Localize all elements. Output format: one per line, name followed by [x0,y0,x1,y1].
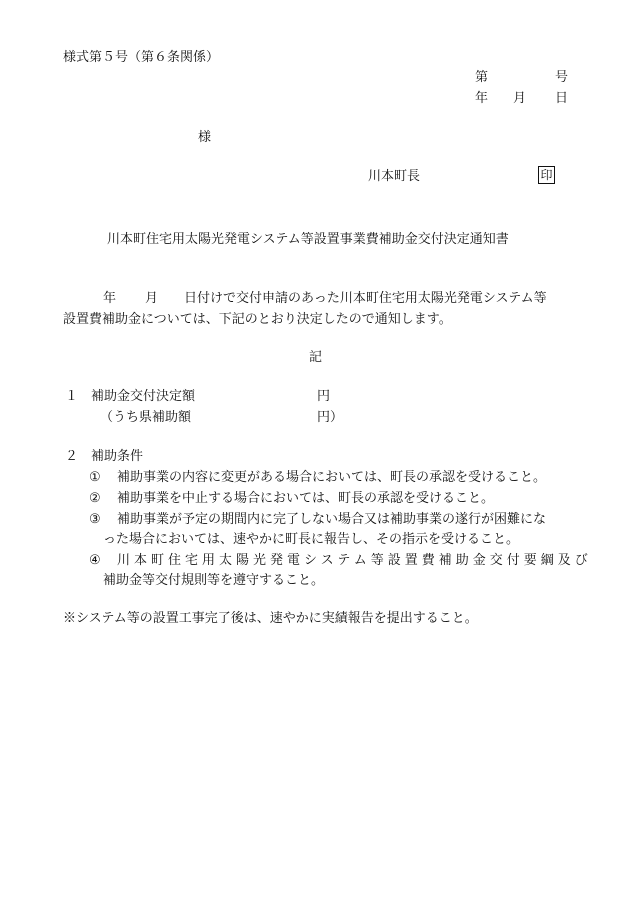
condition-3-text-cont: った場合においては、速やかに町長に報告し、その指示を受けること。 [103,532,520,547]
sender-title: 川本町長 [368,169,421,184]
item1-sub-label: （うち県補助額 [100,410,192,425]
condition-3-marker: ③ [89,512,101,527]
body-line2: 設置費補助金については、下記のとおり決定したので通知します。 [63,312,452,327]
item1-label: 補助金交付決定額 [91,389,196,404]
item1-number: １ [65,389,79,404]
ki-heading: 記 [309,350,323,365]
seal-mark: 印 [538,166,555,184]
condition-1-marker: ① [89,470,101,485]
date-year: 年 [475,91,489,106]
item1-unit: 円 [317,389,331,404]
date-day: 日 [555,91,569,106]
body-year: 年 [103,291,117,306]
condition-4-marker: ④ [89,553,101,568]
item2-number: ２ [65,449,79,464]
doc-number-prefix: 第 [475,70,489,85]
document-title: 川本町住宅用太陽光発電システム等設置事業費補助金交付決定通知書 [107,232,509,247]
completion-note: ※システム等の設置工事完了後は、速やかに実績報告を提出すること。 [63,611,478,626]
recipient-honorific: 様 [198,130,212,145]
doc-number-suffix: 号 [555,70,569,85]
date-month: 月 [513,91,527,106]
body-line1: 日付けで交付申請のあった川本町住宅用太陽光発電システム等 [184,291,547,306]
body-month: 月 [145,291,159,306]
item2-label: 補助条件 [91,449,144,464]
condition-4-text: 川本町住宅用太陽光発電システム等設置費補助金交付要綱及び [117,553,592,568]
condition-3-text: 補助事業が予定の期間内に完了しない場合又は補助事業の遂行が困難にな [117,512,547,527]
condition-2-text: 補助事業を中止する場合においては、町長の承認を受けること。 [117,491,495,506]
condition-4-text-cont: 補助金等交付規則等を遵守すること。 [103,573,325,588]
condition-2-marker: ② [89,491,101,506]
form-label: 様式第５号（第６条関係） [63,50,220,65]
condition-1-text: 補助事業の内容に変更がある場合においては、町長の承認を受けること。 [117,470,547,485]
item1-sub-unit: 円） [317,410,344,425]
